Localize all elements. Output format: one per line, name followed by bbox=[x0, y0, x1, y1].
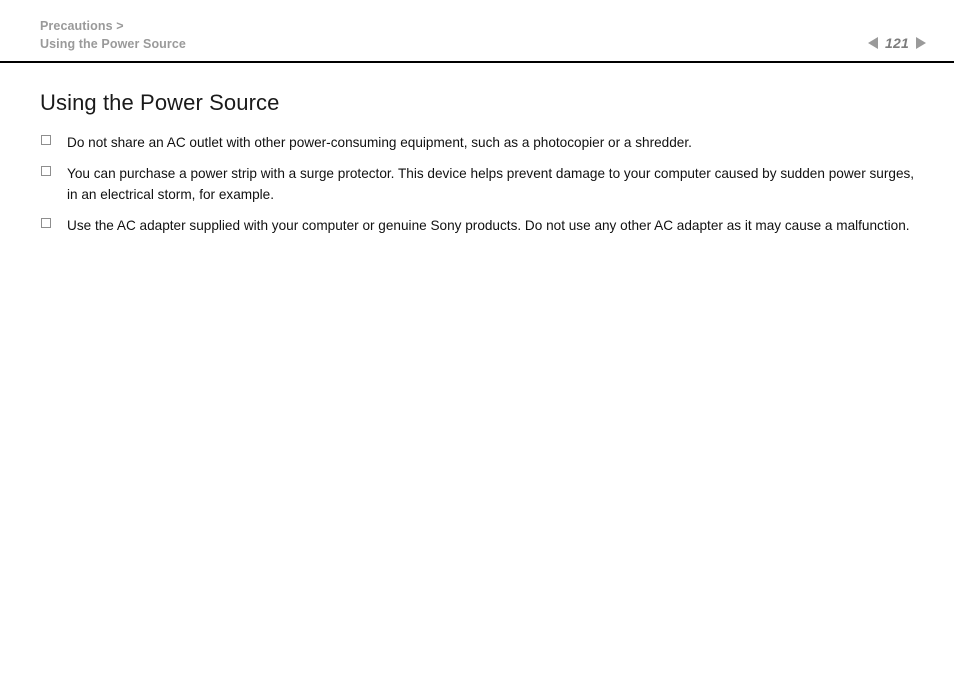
list-item-text: Use the AC adapter supplied with your computer or genuine Sony products. Do not use any other AC adapter as it may cause a malfunction. bbox=[67, 218, 910, 233]
list-item bbox=[40, 132, 920, 153]
page-number: 121 bbox=[885, 35, 909, 51]
triangle-right-icon[interactable] bbox=[916, 37, 926, 49]
page-title: Using the Power Source bbox=[40, 90, 280, 115]
page-content bbox=[40, 90, 920, 236]
page-navigation bbox=[868, 34, 926, 52]
square-bullet-icon bbox=[41, 135, 51, 145]
breadcrumb-parent: Precautions > bbox=[40, 19, 124, 33]
list-item-text: You can purchase a power strip with a surge protector. This device helps prevent damage to your computer caused by sudden power surges, in an electrical storm, for example. bbox=[67, 166, 915, 202]
list-item bbox=[40, 163, 920, 205]
triangle-left-icon[interactable] bbox=[868, 37, 878, 49]
breadcrumb bbox=[40, 17, 186, 53]
square-bullet-icon bbox=[41, 166, 51, 176]
square-bullet-icon bbox=[41, 218, 51, 228]
breadcrumb-current: Using the Power Source bbox=[40, 37, 186, 51]
header-divider bbox=[0, 61, 954, 63]
list-item-text: Do not share an AC outlet with other power-consuming equipment, such as a photocopier or a shredder. bbox=[67, 135, 692, 150]
bullet-list bbox=[40, 132, 920, 236]
list-item bbox=[40, 215, 920, 236]
page-header bbox=[0, 0, 954, 60]
